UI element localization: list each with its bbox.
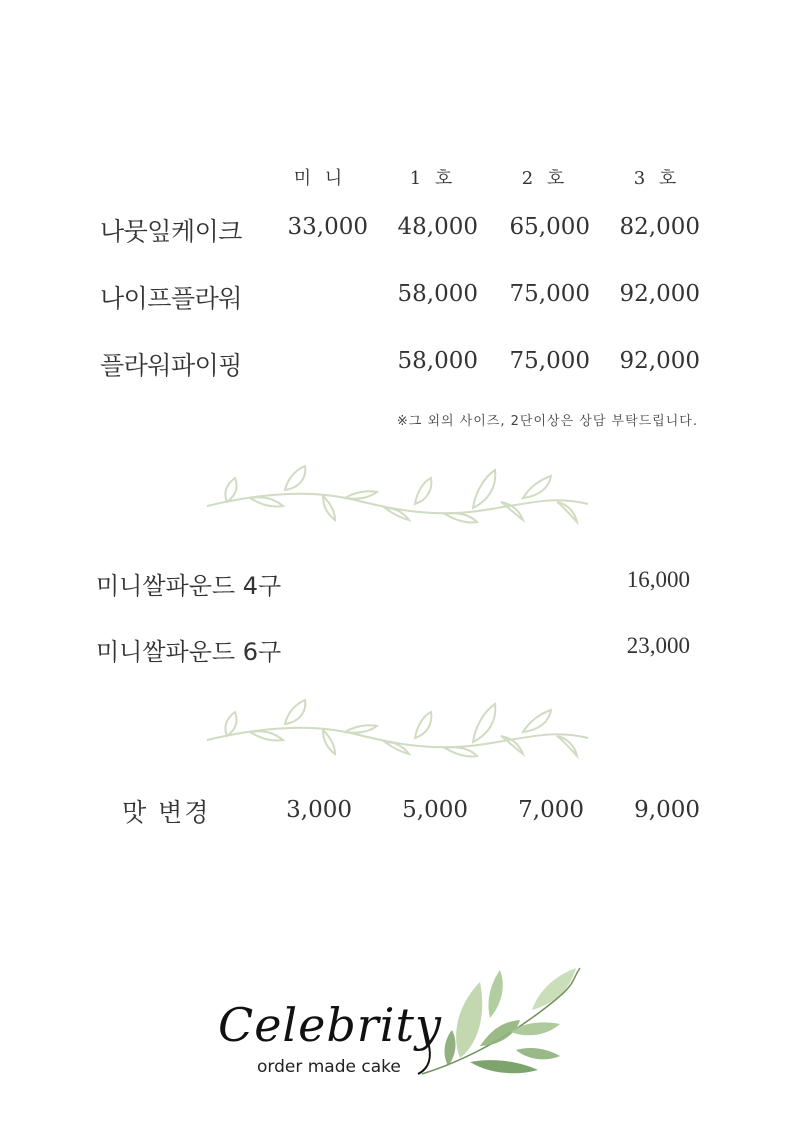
- pound-name-4: 미니쌀파운드 4구: [96, 572, 282, 600]
- price-knife-1: 58,000: [397, 281, 478, 307]
- price-piping-3: 92,000: [619, 348, 700, 374]
- flavor-price-3: 9,000: [634, 797, 700, 823]
- logo-subtitle: order made cake: [257, 1057, 401, 1077]
- price-knife-2: 75,000: [509, 281, 590, 307]
- cake-name-knife-flower: 나이프플라워: [100, 284, 242, 313]
- price-piping-2: 75,000: [509, 348, 590, 374]
- vine-divider-icon: [205, 696, 590, 768]
- header-size-1: 1 호: [409, 168, 457, 189]
- cake-name-piping: 플라워파이핑: [100, 351, 242, 380]
- header-mini: 미 니: [293, 168, 347, 189]
- pound-name-6: 미니쌀파운드 6구: [96, 638, 282, 666]
- header-size-2: 2 호: [521, 168, 569, 189]
- leaf-branch-icon: [420, 962, 585, 1082]
- price-leaf-1: 48,000: [397, 214, 478, 240]
- pound-price-4: 16,000: [626, 567, 690, 592]
- logo-title: Celebrity: [218, 998, 442, 1052]
- price-leaf-2: 65,000: [509, 214, 590, 240]
- pound-price-6: 23,000: [626, 633, 690, 658]
- size-note: ※그 외의 사이즈, 2단이상은 상담 부탁드립니다.: [396, 414, 698, 429]
- flavor-price-2: 7,000: [518, 797, 584, 823]
- header-size-3: 3 호: [633, 168, 681, 189]
- flavor-price-mini: 3,000: [286, 797, 352, 823]
- vine-divider-icon: [205, 462, 590, 534]
- cake-name-leaf: 나뭇잎케이크: [100, 217, 242, 246]
- price-piping-1: 58,000: [397, 348, 478, 374]
- price-knife-3: 92,000: [619, 281, 700, 307]
- flavor-change-label: 맛 변경: [122, 798, 211, 827]
- price-leaf-mini: 33,000: [287, 214, 368, 240]
- flavor-price-1: 5,000: [402, 797, 468, 823]
- price-leaf-3: 82,000: [619, 214, 700, 240]
